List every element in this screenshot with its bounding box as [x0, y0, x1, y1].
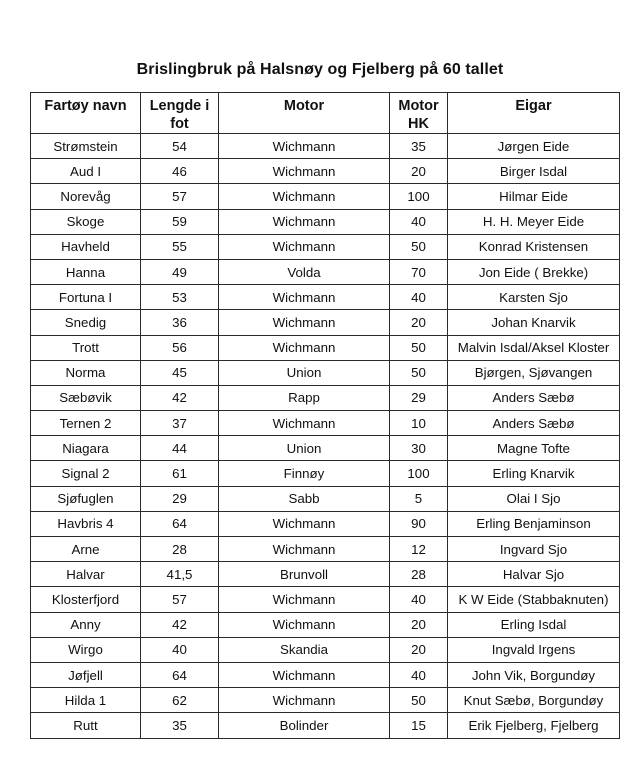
table-row [31, 662, 620, 687]
length-cell: 42 [141, 385, 219, 410]
owner-cell: Hilmar Eide [448, 184, 620, 209]
length-cell: 40 [141, 637, 219, 662]
vessel-name-cell: Niagara [31, 436, 141, 461]
owner-cell: Karsten Sjo [448, 285, 620, 310]
table-row [31, 285, 620, 310]
motor-cell: Wichmann [219, 688, 390, 713]
motor-cell: Wichmann [219, 234, 390, 259]
motor-cell: Rapp [219, 385, 390, 410]
vessel-name-cell: Havbris 4 [31, 511, 141, 536]
table-row [31, 587, 620, 612]
table-row [31, 209, 620, 234]
motor-cell: Wichmann [219, 511, 390, 536]
vessel-table [30, 92, 620, 739]
horsepower-cell: 5 [390, 486, 448, 511]
length-cell: 46 [141, 159, 219, 184]
horsepower-cell: 35 [390, 134, 448, 159]
horsepower-cell: 20 [390, 637, 448, 662]
owner-cell: John Vik, Borgundøy [448, 662, 620, 687]
vessel-name-cell: Fortuna I [31, 285, 141, 310]
motor-cell: Wichmann [219, 134, 390, 159]
table-row [31, 461, 620, 486]
horsepower-cell: 50 [390, 360, 448, 385]
vessel-name-cell: Sæbøvik [31, 385, 141, 410]
motor-cell: Wichmann [219, 310, 390, 335]
vessel-name-cell: Hilda 1 [31, 688, 141, 713]
length-cell: 42 [141, 612, 219, 637]
column-header-vessel-name: Fartøy navn [31, 93, 141, 134]
table-row [31, 713, 620, 738]
vessel-name-cell: Klosterfjord [31, 587, 141, 612]
horsepower-cell: 90 [390, 511, 448, 536]
owner-cell: Erling Isdal [448, 612, 620, 637]
motor-cell: Skandia [219, 637, 390, 662]
length-cell: 56 [141, 335, 219, 360]
motor-cell: Wichmann [219, 335, 390, 360]
table-row [31, 360, 620, 385]
motor-cell: Wichmann [219, 587, 390, 612]
length-cell: 57 [141, 184, 219, 209]
motor-cell: Wichmann [219, 285, 390, 310]
horsepower-cell: 30 [390, 436, 448, 461]
owner-cell: K W Eide (Stabbaknuten) [448, 587, 620, 612]
horsepower-cell: 40 [390, 285, 448, 310]
motor-cell: Volda [219, 259, 390, 284]
vessel-name-cell: Ternen 2 [31, 411, 141, 436]
owner-cell: Erling Benjaminson [448, 511, 620, 536]
vessel-name-cell: Havheld [31, 234, 141, 259]
horsepower-cell: 20 [390, 310, 448, 335]
table-row [31, 537, 620, 562]
vessel-name-cell: Snedig [31, 310, 141, 335]
owner-cell: H. H. Meyer Eide [448, 209, 620, 234]
length-cell: 57 [141, 587, 219, 612]
horsepower-cell: 28 [390, 562, 448, 587]
length-cell: 28 [141, 537, 219, 562]
vessel-name-cell: Rutt [31, 713, 141, 738]
owner-cell: Jon Eide ( Brekke) [448, 259, 620, 284]
owner-cell: Erling Knarvik [448, 461, 620, 486]
column-header-motor: Motor [219, 93, 390, 134]
motor-cell: Wichmann [219, 411, 390, 436]
horsepower-cell: 50 [390, 688, 448, 713]
horsepower-cell: 40 [390, 209, 448, 234]
owner-cell: Konrad Kristensen [448, 234, 620, 259]
vessel-name-cell: Halvar [31, 562, 141, 587]
horsepower-cell: 20 [390, 159, 448, 184]
motor-cell: Wichmann [219, 537, 390, 562]
table-body [31, 134, 620, 739]
vessel-name-cell: Wirgo [31, 637, 141, 662]
length-cell: 54 [141, 134, 219, 159]
horsepower-cell: 50 [390, 335, 448, 360]
vessel-name-cell: Anny [31, 612, 141, 637]
horsepower-cell: 40 [390, 662, 448, 687]
horsepower-cell: 15 [390, 713, 448, 738]
vessel-name-cell: Signal 2 [31, 461, 141, 486]
table-row [31, 511, 620, 536]
length-cell: 41,5 [141, 562, 219, 587]
table-row [31, 184, 620, 209]
owner-cell: Anders Sæbø [448, 385, 620, 410]
length-cell: 53 [141, 285, 219, 310]
table-row [31, 411, 620, 436]
vessel-name-cell: Norma [31, 360, 141, 385]
owner-cell: Bjørgen, Sjøvangen [448, 360, 620, 385]
horsepower-cell: 70 [390, 259, 448, 284]
owner-cell: Erik Fjelberg, Fjelberg [448, 713, 620, 738]
owner-cell: Halvar Sjo [448, 562, 620, 587]
length-cell: 29 [141, 486, 219, 511]
owner-cell: Magne Tofte [448, 436, 620, 461]
horsepower-cell: 40 [390, 587, 448, 612]
length-cell: 45 [141, 360, 219, 385]
table-row [31, 562, 620, 587]
table-row [31, 234, 620, 259]
table-row [31, 688, 620, 713]
column-header-length: Lengde i fot [141, 93, 219, 134]
document-title: Brislingbruk på Halsnøy og Fjelberg på 60 tallet [136, 61, 504, 78]
table-row [31, 436, 620, 461]
length-cell: 55 [141, 234, 219, 259]
length-cell: 49 [141, 259, 219, 284]
length-cell: 59 [141, 209, 219, 234]
vessel-name-cell: Skoge [31, 209, 141, 234]
motor-cell: Bolinder [219, 713, 390, 738]
table-header-row [31, 93, 620, 134]
table-row [31, 310, 620, 335]
motor-cell: Finnøy [219, 461, 390, 486]
owner-cell: Ingvald Irgens [448, 637, 620, 662]
table-row [31, 385, 620, 410]
length-cell: 64 [141, 511, 219, 536]
vessel-name-cell: Aud I [31, 159, 141, 184]
horsepower-cell: 100 [390, 184, 448, 209]
motor-cell: Wichmann [219, 612, 390, 637]
owner-cell: Ingvard Sjo [448, 537, 620, 562]
owner-cell: Knut Sæbø, Borgundøy [448, 688, 620, 713]
motor-cell: Union [219, 436, 390, 461]
motor-cell: Sabb [219, 486, 390, 511]
owner-cell: Anders Sæbø [448, 411, 620, 436]
horsepower-cell: 100 [390, 461, 448, 486]
horsepower-cell: 50 [390, 234, 448, 259]
vessel-name-cell: Jøfjell [31, 662, 141, 687]
table-row [31, 134, 620, 159]
table-row [31, 159, 620, 184]
table-row [31, 259, 620, 284]
motor-cell: Wichmann [219, 662, 390, 687]
table-row [31, 486, 620, 511]
table-row [31, 612, 620, 637]
length-cell: 64 [141, 662, 219, 687]
vessel-name-cell: Sjøfuglen [31, 486, 141, 511]
motor-cell: Wichmann [219, 209, 390, 234]
vessel-name-cell: Hanna [31, 259, 141, 284]
vessel-name-cell: Strømstein [31, 134, 141, 159]
horsepower-cell: 20 [390, 612, 448, 637]
horsepower-cell: 12 [390, 537, 448, 562]
table-row [31, 637, 620, 662]
horsepower-cell: 10 [390, 411, 448, 436]
vessel-name-cell: Norevåg [31, 184, 141, 209]
vessel-name-cell: Arne [31, 537, 141, 562]
table-row [31, 335, 620, 360]
motor-cell: Wichmann [219, 184, 390, 209]
horsepower-cell: 29 [390, 385, 448, 410]
owner-cell: Olai I Sjo [448, 486, 620, 511]
motor-cell: Wichmann [219, 159, 390, 184]
length-cell: 44 [141, 436, 219, 461]
length-cell: 61 [141, 461, 219, 486]
owner-cell: Johan Knarvik [448, 310, 620, 335]
owner-cell: Jørgen Eide [448, 134, 620, 159]
length-cell: 36 [141, 310, 219, 335]
owner-cell: Malvin Isdal/Aksel Kloster [448, 335, 620, 360]
vessel-name-cell: Trott [31, 335, 141, 360]
motor-cell: Union [219, 360, 390, 385]
length-cell: 35 [141, 713, 219, 738]
length-cell: 37 [141, 411, 219, 436]
column-header-horsepower: Motor HK [390, 93, 448, 134]
column-header-owner: Eigar [448, 93, 620, 134]
owner-cell: Birger Isdal [448, 159, 620, 184]
motor-cell: Brunvoll [219, 562, 390, 587]
length-cell: 62 [141, 688, 219, 713]
